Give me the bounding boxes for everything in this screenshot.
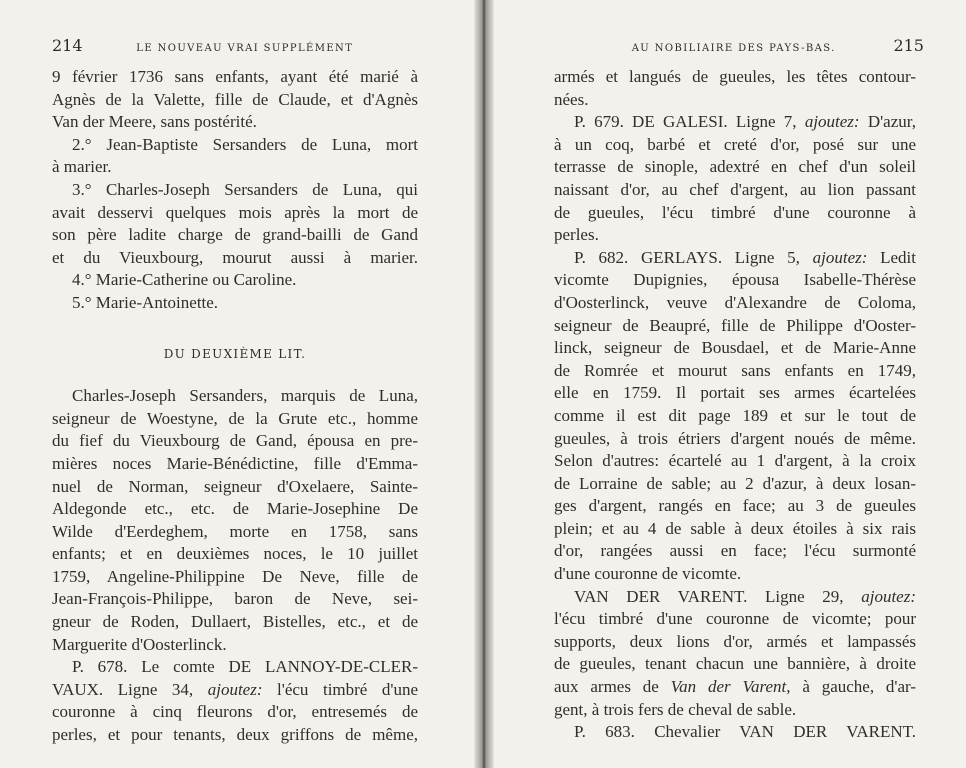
text-line: et du Vieuxbourg, mourut aussi à marier. <box>52 247 418 267</box>
text-line: mières noces Marie-Bénédictine, fille d'Emma- <box>52 453 418 473</box>
text-line: P. 678. Le comte DE LANNOY-DE-CLER- <box>72 657 418 677</box>
right-page <box>494 0 966 768</box>
text-line-mixed <box>554 676 916 699</box>
section-heading: DU DEUXIÈME LIT. <box>163 346 307 361</box>
text-line-mixed <box>554 247 916 270</box>
text-line: 9 février 1736 sans enfants, ayant été marié à <box>52 67 418 86</box>
text-line: elle en 1759. Il portait ses armes écartelées <box>554 383 916 403</box>
text-run: l'écu timbré d'une <box>277 679 418 699</box>
italic-run: ajoutez: <box>804 112 860 132</box>
italic-run: ajoutez: <box>861 586 916 606</box>
italic-run: Van der Varent, <box>670 677 791 697</box>
text-line: supports, deux lions d'or, armés et lampassés <box>554 631 916 651</box>
text-line: terrasse de sinople, adextré en chef d'un soleil <box>554 157 916 177</box>
text-line: du fief du Vieuxbourg de Gand, épousa en pre- <box>52 431 418 451</box>
text-line: son père ladite charge de grand-bailli de Gand <box>52 225 418 245</box>
text-run: P. 682. GERLAYS. Ligne 5, <box>574 247 800 267</box>
text-line-mixed <box>554 111 916 134</box>
right-page-header <box>554 36 924 56</box>
text-line: gueules, à trois étriers d'argent noués de même. <box>554 428 916 448</box>
text-line: à marier. <box>52 157 112 177</box>
text-line: nées. <box>554 89 589 109</box>
text-line: ges d'argent, rangés en face; au 3 de gueules <box>554 496 916 516</box>
text-line: d'Oosterlinck, veuve d'Alexandre de Coloma, <box>554 292 916 312</box>
text-run: D'azur, <box>867 112 917 132</box>
left-page <box>0 0 474 768</box>
text-run: aux armes de <box>554 677 659 697</box>
text-line-mixed <box>52 679 418 702</box>
italic-run: ajoutez: <box>812 247 868 267</box>
text-line: comme il est dit page 189 et sur le tout de <box>554 405 916 425</box>
text-line: de gueules, tenant chacun une bannière, à droite <box>554 654 916 674</box>
text-line: Marguerite d'Oosterlinck. <box>52 634 227 654</box>
text-line: 3.° Charles-Joseph Sersanders de Luna, qui <box>72 179 418 199</box>
text-line: enfants; et en deuxièmes noces, le 10 juillet <box>52 544 418 564</box>
text-run: VAN DER VARENT. Ligne 29, <box>574 586 844 606</box>
text-line: vicomte Dupignies, épousa Isabelle-Thérèse <box>554 270 916 290</box>
text-line: de Lorraine de sable; au 2 d'azur, à deux losan- <box>554 473 916 493</box>
text-line: à un coq, barbé et creté d'or, posé sur une <box>554 134 916 154</box>
text-run: P. 679. DE GALESI. Ligne 7, <box>574 112 797 132</box>
left-page-header <box>52 36 427 56</box>
page-number: 215 <box>893 36 924 55</box>
text-run: Ledit <box>880 247 917 267</box>
text-line: linck, seigneur de Bousdael, et de Marie-Anne <box>554 338 916 358</box>
text-line-mixed <box>554 586 916 609</box>
running-head: AU NOBILIAIRE DES PAYS-BAS. <box>631 43 836 54</box>
text-line: P. 683. Chevalier VAN DER VARENT. <box>574 722 916 742</box>
text-line: gent, à trois fers de cheval de sable. <box>554 699 797 719</box>
text-line: Selon d'autres: écartelé au 1 d'argent, à la croix <box>554 451 916 471</box>
text-run: VAUX. Ligne 34, <box>52 679 194 699</box>
text-run: à gauche, d'ar- <box>802 677 917 697</box>
text-line: 2.° Jean-Baptiste Sersanders de Luna, mort <box>72 134 418 154</box>
text-line: avait desservi quelques mois après la mort de <box>52 202 418 222</box>
text-line: 1759, Angeline-Philippine De Neve, fille de <box>52 566 418 586</box>
text-line: Wilde d'Eerdeghem, morte en 1758, sans <box>52 521 418 541</box>
text-line: Charles-Joseph Sersanders, marquis de Luna, <box>72 386 418 406</box>
text-line: de gueules, l'écu timbré d'une couronne à <box>554 202 916 222</box>
text-line: d'une couronne de vicomte. <box>554 564 742 584</box>
text-line: gneur de Roden, Dullaert, Bistelles, etc., et de <box>52 612 418 632</box>
text-line: armés et langués de gueules, les têtes contour- <box>554 67 916 86</box>
italic-run: ajoutez: <box>207 679 263 699</box>
text-line: naissant d'or, au chef d'argent, au lion passant <box>554 179 916 199</box>
text-line: d'or, rangées aussi en face; l'écu surmonté <box>554 541 916 561</box>
text-line: Jean-François-Philippe, baron de Neve, sei- <box>52 589 418 609</box>
right-page-body <box>554 66 916 744</box>
text-line: 4.° Marie-Catherine ou Caroline. <box>72 270 297 290</box>
text-line: perles, et pour tenants, deux griffons de même, <box>52 725 418 745</box>
page-number: 214 <box>52 36 83 55</box>
text-line: perles. <box>554 225 599 245</box>
text-line: plein; et au 4 de sable à deux étoiles à six rais <box>554 518 916 538</box>
running-head: LE NOUVEAU VRAI SUPPLÉMENT <box>136 43 354 54</box>
text-line: Van der Meere, sans postérité. <box>52 112 257 132</box>
left-page-body <box>52 66 418 747</box>
text-line: nuel de Norman, seigneur d'Oxelaere, Sainte- <box>52 476 418 496</box>
text-line: couronne à cinq fleurons d'or, entresemés de <box>52 702 418 722</box>
text-line: 5.° Marie-Antoinette. <box>72 292 219 312</box>
text-line: Agnès de la Valette, fille de Claude, et d'Agnès <box>52 89 418 109</box>
text-line: l'écu timbré d'une couronne de vicomte; pour <box>554 609 916 629</box>
text-line: Aldegonde etc., etc. de Marie-Josephine De <box>52 499 418 519</box>
text-line: de Romrée et mourut sans enfants en 1749, <box>554 360 916 380</box>
text-line: seigneur de Woestyne, de la Grute etc., homme <box>52 408 418 428</box>
book-gutter <box>474 0 494 768</box>
text-line: seigneur de Beaupré, fille de Philippe d'Ooster- <box>554 315 916 335</box>
